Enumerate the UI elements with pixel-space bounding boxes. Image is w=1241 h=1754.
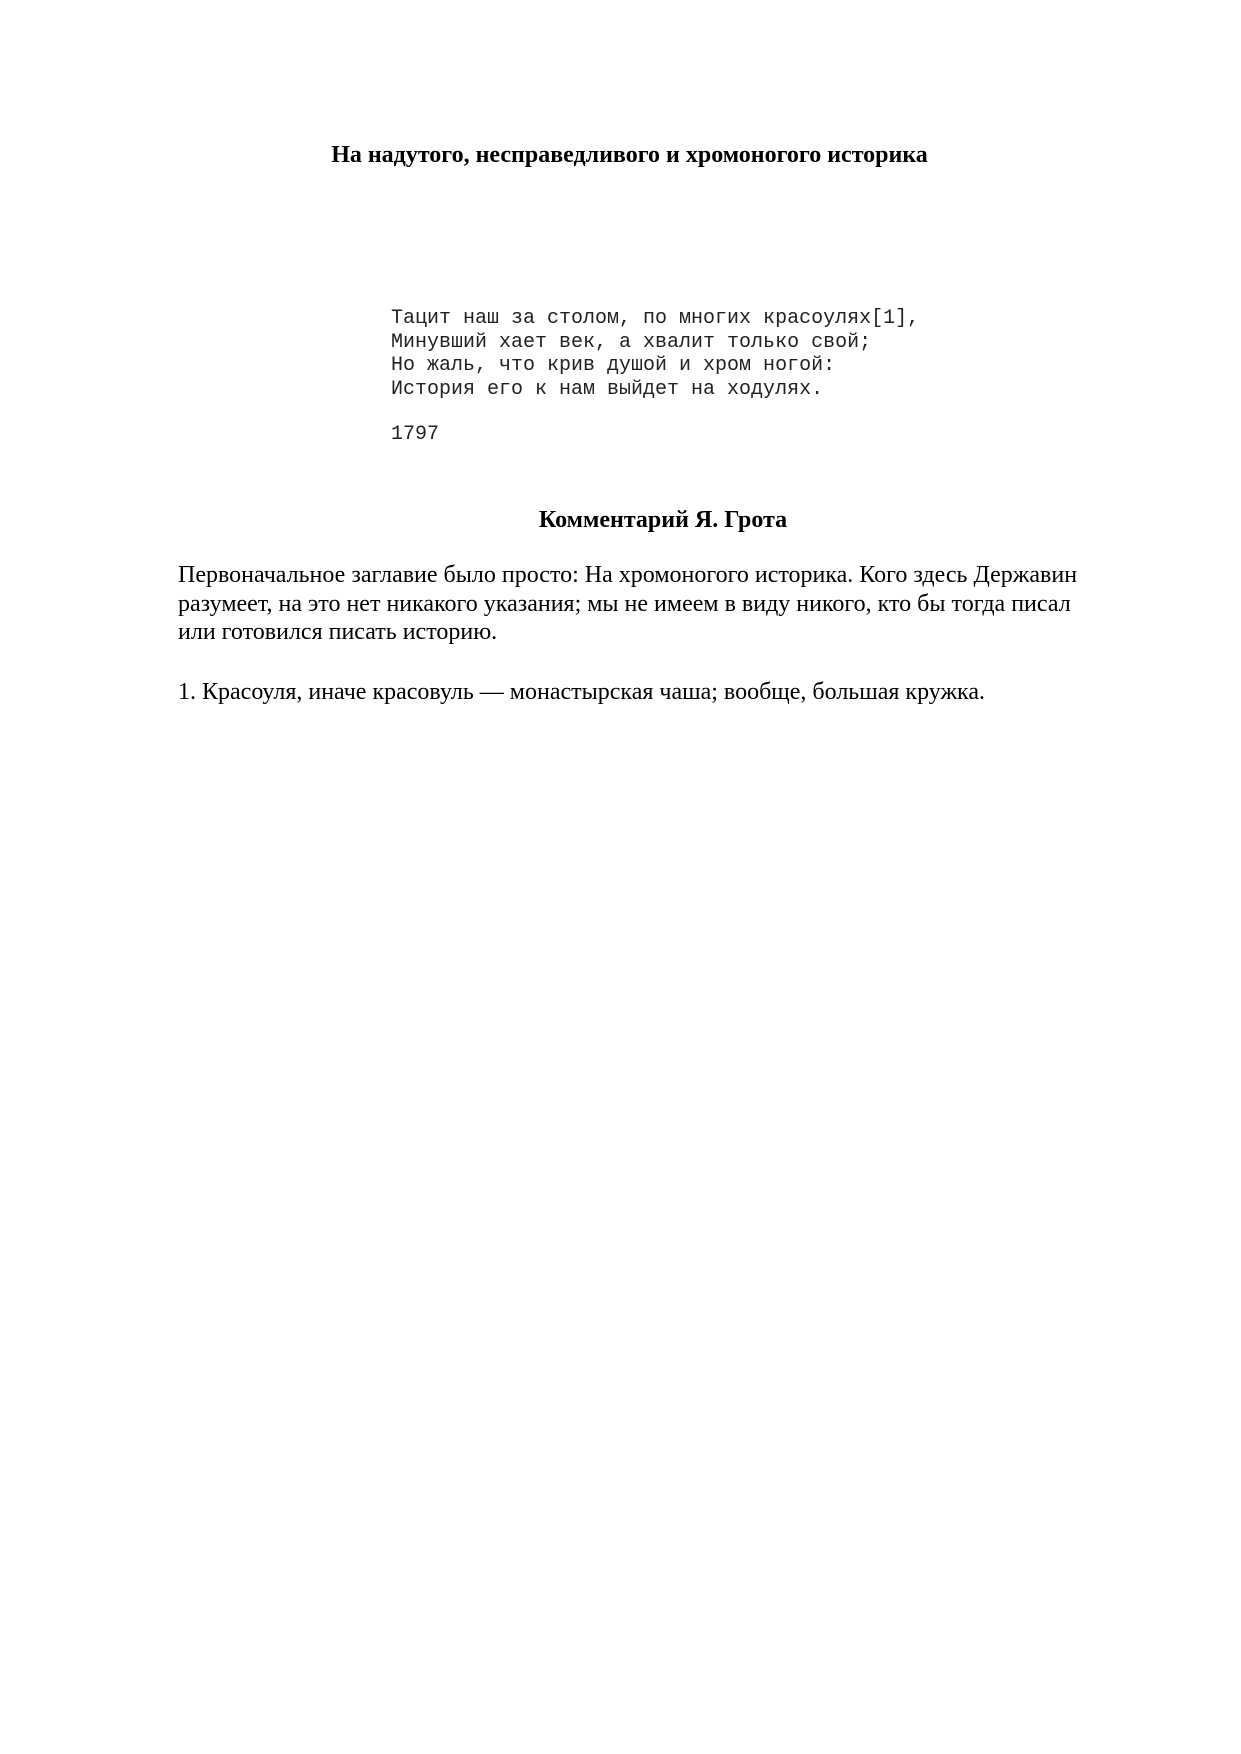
- commentary-line: разумеет, на это нет никакого указания; мы не имеем в виду никого, кто бы тогда писал: [178, 590, 1071, 617]
- poem-line: Но жаль, что крив душой и хром ногой:: [391, 354, 836, 377]
- commentary-line: или готовился писать историю.: [178, 619, 498, 645]
- poem-line: История его к нам выйдет на ходулях.: [391, 377, 824, 401]
- commentary-heading: Комментарий Я. Грота: [538, 507, 788, 533]
- commentary-line: Первоначальное заглавие было просто: На хромоногого историка. Кого здесь Державин: [178, 562, 1078, 588]
- footnote: 1. Красоуля, иначе красовуль — монастырская чаша; вообще, большая кружка.: [178, 679, 985, 705]
- commentary-paragraph: [178, 561, 1138, 647]
- poem-line: Минувший хает век, а хвалит только свой;: [391, 330, 872, 354]
- poem-line: Тацит наш за столом, по многих красоулях[1],: [391, 307, 920, 330]
- page-title: На надутого, несправедливого и хромоногого историка: [331, 142, 928, 168]
- poem-year: 1797: [391, 423, 440, 446]
- poem-stanza: [391, 307, 919, 401]
